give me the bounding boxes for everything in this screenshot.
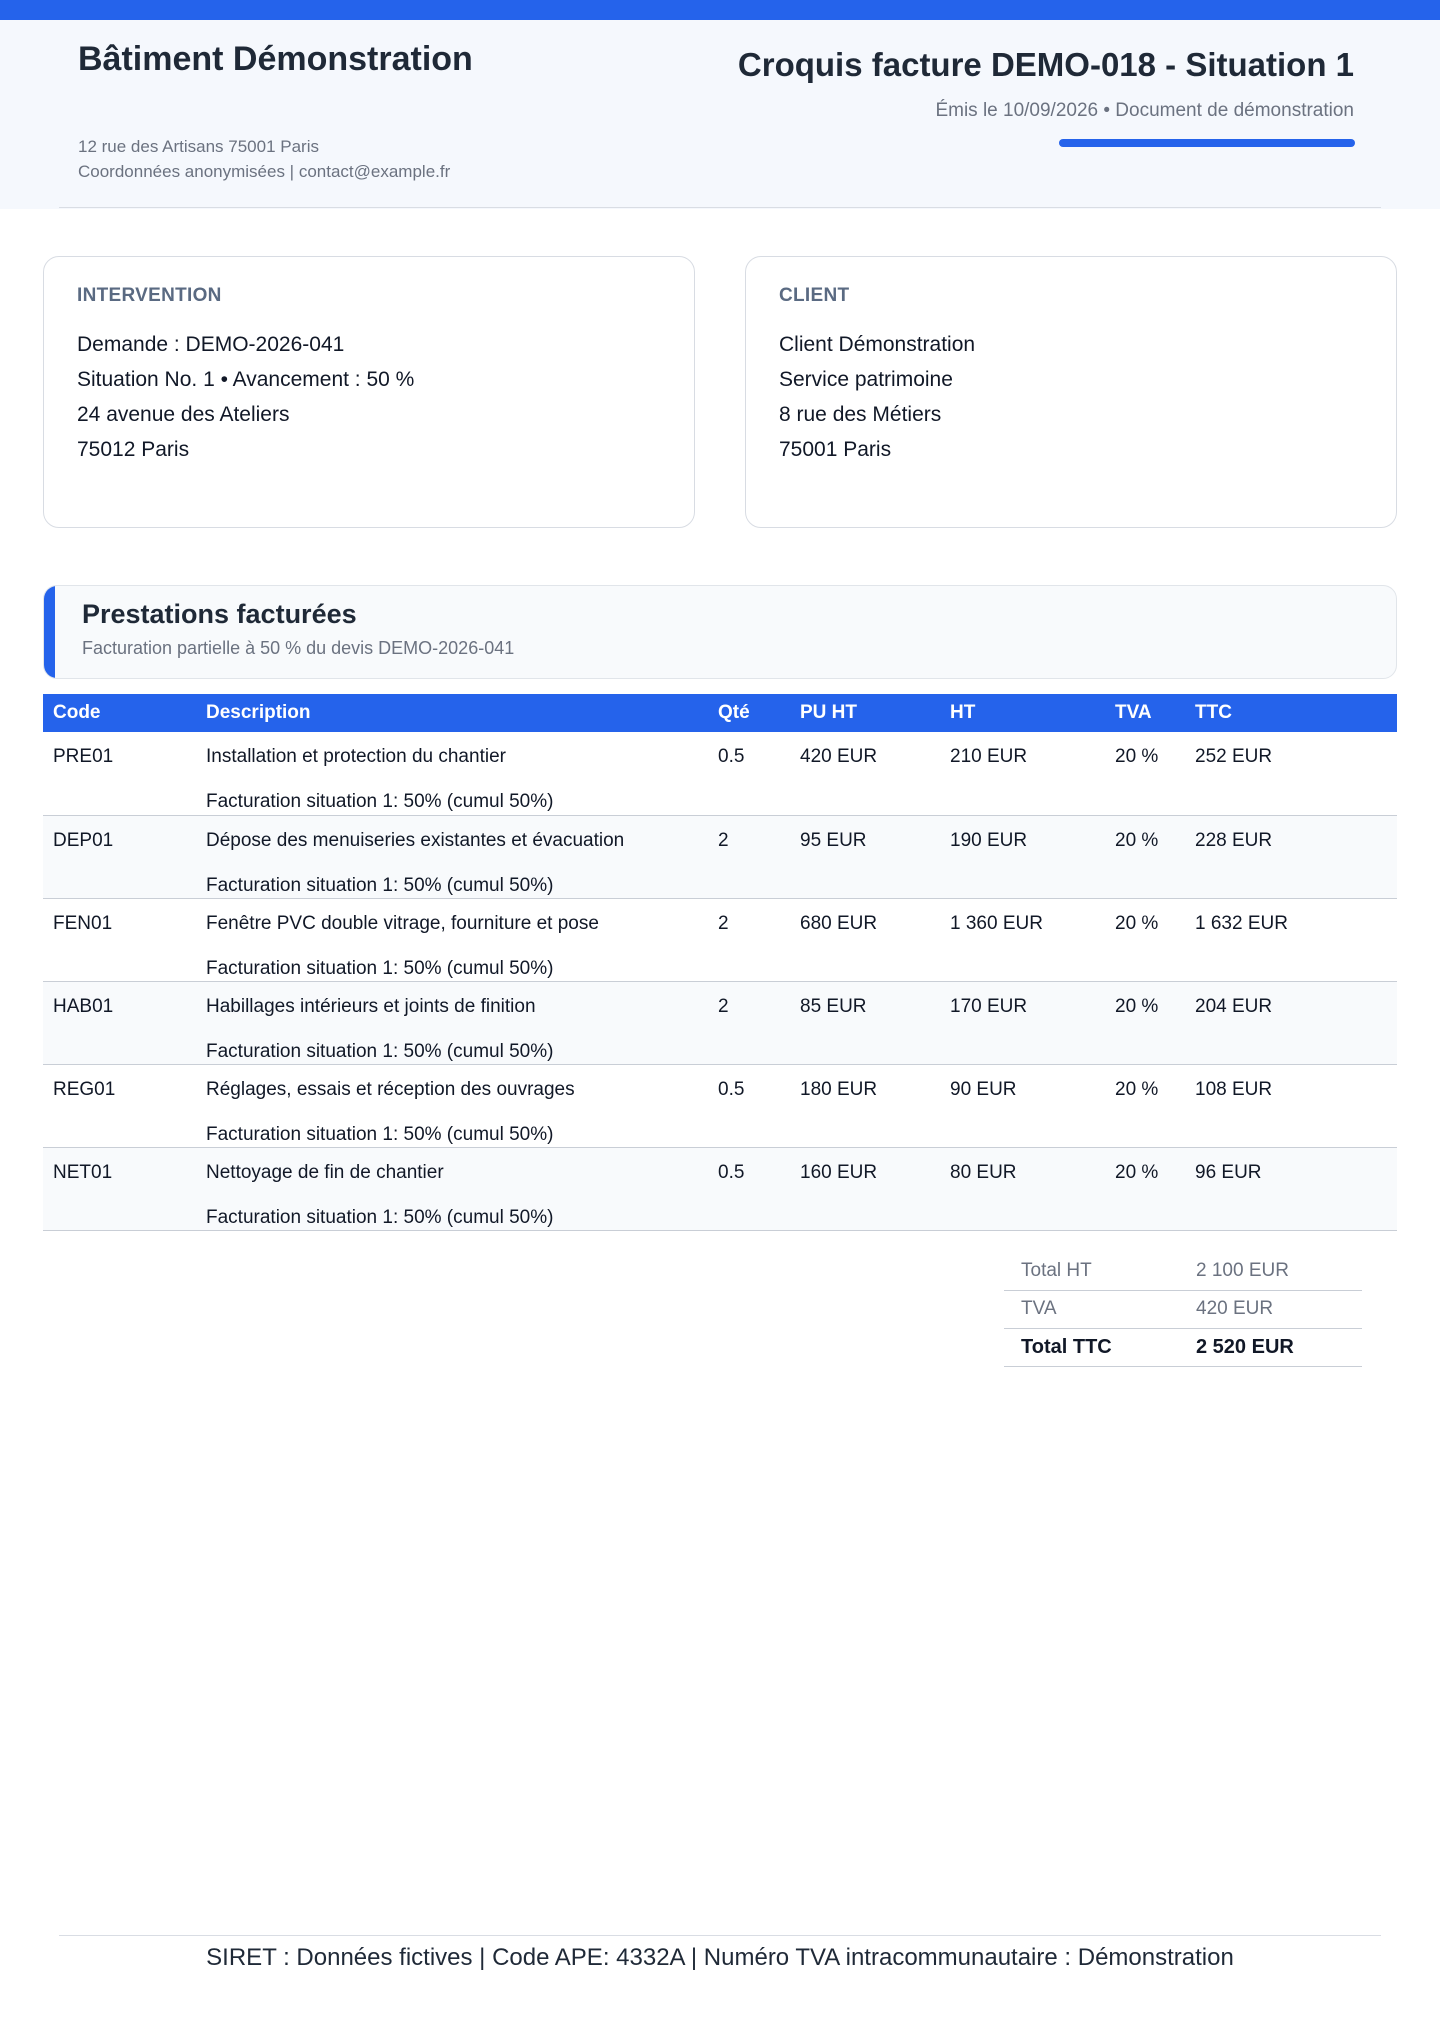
- column-header-description: Description: [196, 694, 708, 732]
- client-line: 8 rue des Métiers: [779, 403, 942, 426]
- description-text: Habillages intérieurs et joints de finition: [206, 995, 536, 1017]
- client-details: [779, 327, 975, 467]
- cell-tva: 20 %: [1105, 732, 1185, 815]
- description-note: Facturation situation 1: 50% (cumul 50%): [206, 1206, 554, 1228]
- cell-qty: 2: [708, 898, 790, 981]
- column-header-ttc: TTC: [1185, 694, 1397, 732]
- description-text: Fenêtre PVC double vitrage, fourniture et pose: [206, 912, 599, 934]
- intervention-line: 24 avenue des Ateliers: [77, 403, 290, 426]
- cell-ht: 190 EUR: [940, 815, 1105, 898]
- items-table: [43, 694, 1397, 1231]
- client-label: CLIENT: [779, 285, 850, 306]
- total-ttc-row: [1004, 1328, 1362, 1366]
- cell-pu-ht: 180 EUR: [790, 1064, 940, 1147]
- cell-code: HAB01: [43, 981, 196, 1064]
- cell-description: [196, 898, 708, 981]
- table-row: [43, 1064, 1397, 1147]
- cell-pu-ht: 95 EUR: [790, 815, 940, 898]
- client-line: Client Démonstration: [779, 333, 976, 356]
- cell-qty: 2: [708, 815, 790, 898]
- total-ttc-value: 2 520 EUR: [1179, 1328, 1362, 1366]
- section-title: Prestations facturées: [82, 599, 357, 629]
- description-note: Facturation situation 1: 50% (cumul 50%): [206, 957, 554, 979]
- company-address: 12 rue des Artisans 75001 Paris: [78, 137, 319, 156]
- section-header: [43, 585, 1397, 679]
- table-header-row: [43, 694, 1397, 732]
- cell-ttc: 108 EUR: [1185, 1064, 1397, 1147]
- table-row: [43, 898, 1397, 981]
- cell-code: PRE01: [43, 732, 196, 815]
- cell-ht: 1 360 EUR: [940, 898, 1105, 981]
- legal-footer: SIRET : Données fictives | Code APE: 4332A | Numéro TVA intracommunautaire : Démonstration: [206, 1944, 1234, 1971]
- cell-qty: 0.5: [708, 1147, 790, 1230]
- cell-qty: 2: [708, 981, 790, 1064]
- cell-ttc: 1 632 EUR: [1185, 898, 1397, 981]
- cell-tva: 20 %: [1105, 815, 1185, 898]
- total-ttc-label: Total TTC: [1004, 1328, 1179, 1366]
- table-row: [43, 815, 1397, 898]
- intervention-card: [43, 256, 695, 528]
- section-accent: [44, 586, 55, 678]
- cell-tva: 20 %: [1105, 1147, 1185, 1230]
- tva-label: TVA: [1004, 1290, 1179, 1328]
- cell-description: [196, 1147, 708, 1230]
- table-row: [43, 732, 1397, 815]
- intervention-line: 75012 Paris: [77, 438, 190, 461]
- cell-ht: 90 EUR: [940, 1064, 1105, 1147]
- column-header-qty: Qté: [708, 694, 790, 732]
- column-header-code: Code: [43, 694, 196, 732]
- cell-tva: 20 %: [1105, 898, 1185, 981]
- column-header-pu-ht: PU HT: [790, 694, 940, 732]
- description-note: Facturation situation 1: 50% (cumul 50%): [206, 1040, 554, 1062]
- cell-description: [196, 732, 708, 815]
- description-text: Installation et protection du chantier: [206, 746, 506, 767]
- description-text: Réglages, essais et réception des ouvrages: [206, 1078, 575, 1100]
- section-subtitle: Facturation partielle à 50 % du devis DEMO-2026-041: [82, 638, 515, 658]
- cell-qty: 0.5: [708, 732, 790, 815]
- cell-tva: 20 %: [1105, 1064, 1185, 1147]
- cell-ht: 210 EUR: [940, 732, 1105, 815]
- description-text: Dépose des menuiseries existantes et évacuation: [206, 829, 625, 851]
- document-subtitle: Émis le 10/09/2026 • Document de démonstration: [935, 100, 1354, 121]
- column-header-tva: TVA: [1105, 694, 1185, 732]
- cell-pu-ht: 420 EUR: [790, 732, 940, 815]
- document-title: Croquis facture DEMO-018 - Situation 1: [737, 46, 1354, 83]
- total-ht-row: [1004, 1252, 1362, 1290]
- description-note: Facturation situation 1: 50% (cumul 50%): [206, 1123, 554, 1145]
- cell-pu-ht: 160 EUR: [790, 1147, 940, 1230]
- table-row: [43, 1147, 1397, 1230]
- company-name: Bâtiment Démonstration: [78, 40, 473, 78]
- cell-description: [196, 815, 708, 898]
- total-ht-label: Total HT: [1004, 1252, 1179, 1290]
- intervention-label: INTERVENTION: [77, 285, 222, 306]
- company-contact: Coordonnées anonymisées | contact@example.fr: [78, 162, 451, 181]
- tva-row: [1004, 1290, 1362, 1328]
- cell-qty: 0.5: [708, 1064, 790, 1147]
- header-divider: [59, 207, 1381, 208]
- cell-pu-ht: 680 EUR: [790, 898, 940, 981]
- cell-ttc: 204 EUR: [1185, 981, 1397, 1064]
- table-row: [43, 981, 1397, 1064]
- client-line: Service patrimoine: [779, 368, 953, 391]
- client-card: [745, 256, 1397, 528]
- total-ht-value: 2 100 EUR: [1179, 1252, 1362, 1290]
- description-note: Facturation situation 1: 50% (cumul 50%): [206, 874, 554, 896]
- cell-description: [196, 1064, 708, 1147]
- cell-ttc: 228 EUR: [1185, 815, 1397, 898]
- top-accent-bar: [0, 0, 1440, 20]
- intervention-line: Demande : DEMO-2026-041: [77, 333, 345, 356]
- description-text: Nettoyage de fin de chantier: [206, 1161, 444, 1183]
- cell-ttc: 96 EUR: [1185, 1147, 1397, 1230]
- cell-code: FEN01: [43, 898, 196, 981]
- title-underline: [1059, 139, 1355, 147]
- description-note: Facturation situation 1: 50% (cumul 50%): [206, 791, 554, 812]
- cell-ttc: 252 EUR: [1185, 732, 1397, 815]
- tva-value: 420 EUR: [1179, 1290, 1362, 1328]
- cell-description: [196, 981, 708, 1064]
- intervention-line: Situation No. 1 • Avancement : 50 %: [77, 368, 415, 391]
- cell-tva: 20 %: [1105, 981, 1185, 1064]
- cell-code: REG01: [43, 1064, 196, 1147]
- cell-ht: 80 EUR: [940, 1147, 1105, 1230]
- cell-code: DEP01: [43, 815, 196, 898]
- intervention-details: [77, 327, 414, 467]
- column-header-ht: HT: [940, 694, 1105, 732]
- footer-divider: [59, 1935, 1381, 1936]
- totals-table: [1004, 1252, 1362, 1367]
- client-line: 75001 Paris: [779, 438, 892, 461]
- cell-code: NET01: [43, 1147, 196, 1230]
- cell-ht: 170 EUR: [940, 981, 1105, 1064]
- cell-pu-ht: 85 EUR: [790, 981, 940, 1064]
